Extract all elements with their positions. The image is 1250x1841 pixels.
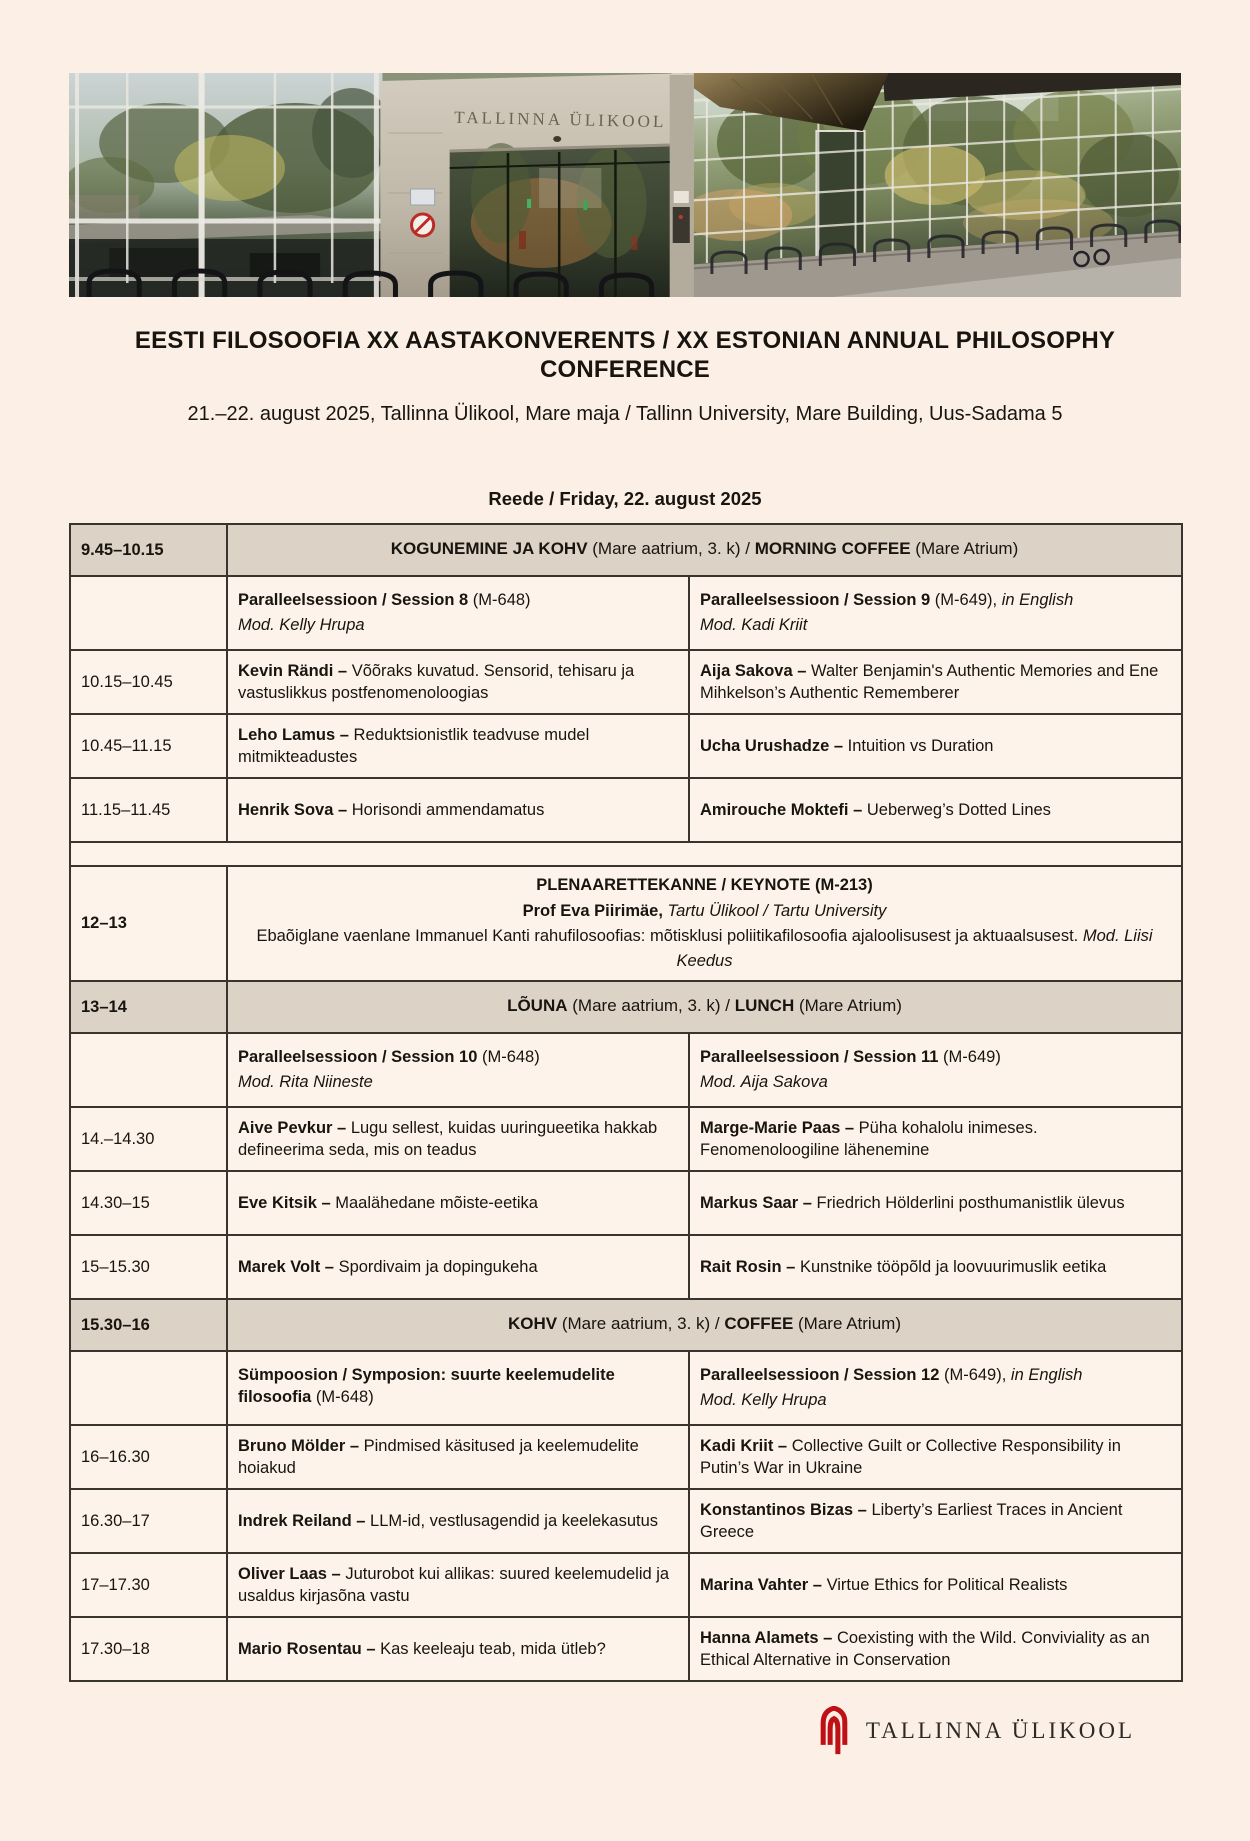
session-moderator [238,614,678,636]
text-segment: (Mare Atrium) [794,996,902,1016]
text-segment: Marek Volt – [238,1257,339,1276]
session-moderator [700,1389,1171,1411]
text-segment: Juturobot kui allikas: suured keelemudelid ja usaldus kirjasõna vastu [238,1564,670,1605]
talk-cell [689,714,1182,778]
text-segment: COFFEE [724,1314,794,1334]
text-segment: Aija Sakova – [700,661,811,680]
talk-cell [227,1171,689,1235]
text-segment: Pindmised käsitused ja keelemudelite hoiakud [238,1436,639,1477]
talk-cell [227,1107,689,1171]
text-segment: Kas keeleaju teab, mida ütleb? [380,1639,606,1658]
session-header-cell [227,576,689,650]
schedule-row-sessions [70,1033,1182,1107]
text-segment: Lugu sellest, kuidas uuringueetika hakkab defineerima seda, mis on teadus [238,1118,658,1159]
text-segment: Paralleelsessioon / Session 8 [238,591,469,610]
page-title: EESTI FILOSOOFIA XX AASTAKONVERENTS / XX ESTONIAN ANNUAL PHILOSOPHY CONFERENCE [134,327,1116,383]
text-segment: Mod. Kelly Hrupa [700,1391,827,1410]
talk-cell [689,1425,1182,1489]
text-segment: (Mare aatrium, 3. k) / [557,1314,725,1334]
building-sign-text: TALLINNA ÜLIKOOL [454,107,667,132]
talk-cell [227,1425,689,1489]
talk-cell [689,778,1182,842]
text-segment: Horisondi ammendamatus [351,800,545,819]
text-segment: Paralleelsessioon / Session 11 [700,1048,939,1067]
text-segment: Virtue Ethics for Political Realists [826,1575,1068,1594]
text-segment: (Mare aatrium, 3. k) / [567,996,735,1016]
university-arch-logo-icon [817,1706,851,1756]
text-segment: Maalähedane mõiste-eetika [335,1193,538,1212]
text-segment: MORNING COFFEE [754,539,911,559]
text-segment: Marina Vahter – [700,1575,827,1594]
talk-cell [689,1553,1182,1617]
text-segment: PLENAARETTEKANNE / KEYNOTE (M-213) [536,875,873,894]
text-segment: Mod. Kadi Kriit [700,616,808,635]
talk-cell [227,778,689,842]
time-cell: 12–13 [70,866,227,981]
text-segment: Henrik Sova – [238,800,352,819]
talk-cell [227,714,689,778]
talk-cell [689,1489,1182,1553]
time-cell: 16–16.30 [70,1425,227,1489]
schedule-row-17.30–18 [70,1617,1182,1681]
text-segment: Mod. Rita Niineste [238,1073,373,1092]
text-segment: Ueberweg’s Dotted Lines [866,800,1051,819]
talk-cell [227,650,689,714]
text-segment: Prof Eva Piirimäe, [522,901,668,920]
text-segment: Kevin Rändi – [238,661,352,680]
time-cell: 16.30–17 [70,1489,227,1553]
footer [69,1706,1181,1756]
text-segment: in English [1010,1366,1083,1385]
text-segment: Mod. Liisi Keedus [676,927,1153,971]
text-segment: (Mare aatrium, 3. k) / [587,539,755,559]
text-segment: (Mare Atrium) [910,539,1019,559]
talk-cell [689,1107,1182,1171]
schedule-row-sessions [70,1351,1182,1425]
schedule-row-16.30–17 [70,1489,1182,1553]
text-segment: Ebaõiglane vaenlane Immanuel Kanti rahufilosoofias: mõtisklusi poliitikafilosoofia ajaloolisusest ja aktuaalsusest. [256,927,1083,946]
session-moderator [700,1071,1171,1093]
schedule-row-14.30–15 [70,1171,1182,1235]
talk-cell [689,650,1182,714]
text-segment: (M-648) [311,1388,374,1407]
schedule-table [69,523,1183,1682]
keynote-line [238,873,1171,898]
page-subtitle: 21.–22. august 2025, Tallinna Ülikool, Mare maja / Tallinn University, Mare Building, Uus-Sadama 5 [187,402,1063,425]
text-segment: Võõraks kuvatud. Sensorid, tehisaru ja vastuslikkus postfenomenoloogias [238,661,635,702]
time-cell: 17–17.30 [70,1553,227,1617]
schedule-row-spacer [70,842,1182,866]
text-segment: LUNCH [734,996,795,1016]
session-header-cell [689,576,1182,650]
talk-cell [689,1617,1182,1681]
talk-cell [227,1617,689,1681]
conference-program-page [69,73,1181,1756]
text-segment: Friedrich Hölderlini posthumanistlik ülevus [816,1193,1125,1212]
time-cell: 13–14 [70,981,227,1033]
time-cell: 14.30–15 [70,1171,227,1235]
schedule-row-13–14 [70,981,1182,1033]
talk-cell [227,1489,689,1553]
schedule-row-17–17.30 [70,1553,1182,1617]
talk-cell [227,1235,689,1299]
text-segment: KOGUNEMINE JA KOHV [390,539,588,559]
talk-cell [227,1553,689,1617]
schedule-row-10.15–10.45 [70,650,1182,714]
break-cell [227,1299,1182,1351]
session-moderator [700,614,1171,636]
text-segment: Leho Lamus – [238,725,354,744]
text-segment: LLM-id, vestlusagendid ja keelekasutus [370,1511,659,1530]
day-heading: Reede / Friday, 22. august 2025 [488,487,762,509]
time-cell: 9.45–10.15 [70,524,227,576]
text-segment: Collective Guilt or Collective Responsibility in Putin’s War in Ukraine [700,1436,1121,1477]
time-cell: 17.30–18 [70,1617,227,1681]
session-header-cell [227,1033,689,1107]
schedule-row-15–15.30 [70,1235,1182,1299]
text-segment: Püha kohalolu inimeses. Fenomenoloogiline lähenemine [700,1118,1038,1159]
text-segment: Kunstnike tööpõld ja loovuurimuslik eetika [799,1257,1107,1276]
time-cell [70,1351,227,1425]
text-segment: (Mare Atrium) [793,1314,901,1334]
text-segment: Spordivaim ja dopingukeha [338,1257,538,1276]
schedule-row-9.45–10.15 [70,524,1182,576]
text-segment: Reduktsionistlik teadvuse mudel mitmikteadustes [238,725,590,766]
text-segment: (M-649), [930,591,1002,610]
schedule-row-15.30–16 [70,1299,1182,1351]
text-segment: Mod. Aija Sakova [700,1073,828,1092]
text-segment: Mod. Kelly Hrupa [238,616,365,635]
building-photo [69,73,1181,297]
schedule-row-12–13 [70,866,1182,981]
time-cell: 10.45–11.15 [70,714,227,778]
session-header-cell [689,1351,1182,1425]
text-segment: Konstantinos Bizas – [700,1500,872,1519]
text-segment: (M-648) [477,1048,540,1067]
text-segment: Sümpoosion / Symposion: suurte keelemudelite filosoofia [238,1366,615,1407]
text-segment: Marge-Marie Paas – [700,1118,859,1137]
time-cell: 10.15–10.45 [70,650,227,714]
text-segment: (M-649), [939,1366,1011,1385]
schedule-row-14.–14.30 [70,1107,1182,1171]
time-cell [70,1033,227,1107]
break-cell [227,524,1182,576]
session-title [238,589,678,611]
time-cell: 15.30–16 [70,1299,227,1351]
session-title [700,1364,1171,1386]
text-segment: LÕUNA [507,996,568,1016]
text-segment: Indrek Reiland – [238,1511,371,1530]
session-title [700,1046,1171,1068]
schedule-row-10.45–11.15 [70,714,1182,778]
talk-cell [689,1171,1182,1235]
text-segment: Paralleelsessioon / Session 12 [700,1366,940,1385]
university-logo-text: TALLINNA ÜLIKOOL [865,1717,1135,1743]
keynote-line [238,924,1171,974]
text-segment: Oliver Laas – [238,1564,346,1583]
text-segment: Tartu Ülikool / Tartu University [667,901,887,920]
time-cell: 14.–14.30 [70,1107,227,1171]
session-moderator [238,1071,678,1093]
text-segment: Mario Rosentau – [238,1639,381,1658]
session-title [238,1364,678,1409]
time-cell [70,576,227,650]
text-segment: (M-649) [938,1048,1001,1067]
time-cell: 11.15–11.45 [70,778,227,842]
text-segment: Hanna Alamets – [700,1628,837,1647]
text-segment: Walter Benjamin's Authentic Memories and Ene Mihkelson’s Authentic Rememberer [700,661,1159,702]
text-segment: Bruno Mölder – [238,1436,364,1455]
text-segment: Liberty’s Earliest Traces in Ancient Greece [700,1500,1123,1541]
session-title [238,1046,678,1068]
talk-cell [689,1235,1182,1299]
break-cell [227,981,1182,1033]
building-photo-illustration [69,73,1181,297]
text-segment: Amirouche Moktefi – [700,800,867,819]
text-segment: Paralleelsessioon / Session 9 [700,591,931,610]
text-segment: (M-648) [468,591,531,610]
text-segment: Rait Rosin – [700,1257,800,1276]
text-segment: Paralleelsessioon / Session 10 [238,1048,478,1067]
text-segment: Intuition vs Duration [847,736,994,755]
text-segment: in English [1001,591,1074,610]
text-segment: Markus Saar – [700,1193,817,1212]
text-segment: KOHV [508,1314,558,1334]
text-segment: Kadi Kriit – [700,1436,792,1455]
keynote-line [238,899,1171,924]
session-header-cell [227,1351,689,1425]
schedule-row-11.15–11.45 [70,778,1182,842]
keynote-cell [227,866,1182,981]
text-segment: Aive Pevkur – [238,1118,351,1137]
session-header-cell [689,1033,1182,1107]
time-cell: 15–15.30 [70,1235,227,1299]
text-segment: Ucha Urushadze – [700,736,848,755]
text-segment: Coexisting with the Wild. Conviviality as an Ethical Alternative in Conservation [700,1628,1150,1669]
schedule-row-sessions [70,576,1182,650]
spacer-cell [70,842,1182,866]
schedule-row-16–16.30 [70,1425,1182,1489]
session-title [700,589,1171,611]
text-segment: Eve Kitsik – [238,1193,336,1212]
